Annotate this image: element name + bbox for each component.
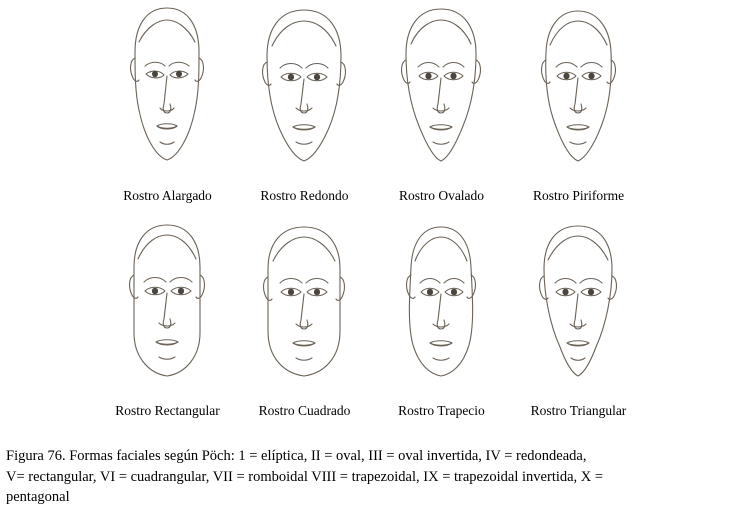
face-label: Rostro Alargado [123, 188, 212, 203]
face-drawing-round [236, 0, 373, 186]
face-label: Rostro Piriforme [532, 188, 625, 203]
face-label: Rostro Redondo [260, 188, 349, 203]
face-cell-rectangular [99, 215, 236, 430]
face-drawing-trapezoid [373, 215, 510, 401]
face-cell-round [236, 0, 373, 215]
face-label: Rostro Ovalado [398, 188, 485, 203]
caption-line-1: Figura 76. Formas faciales según Pöch: 1 = elíptica, II = oval, III = oval invertida, IV = redondeada, [6, 448, 587, 464]
face-cell-elongated [99, 0, 236, 215]
face-cell-oval [373, 0, 510, 215]
face-drawing-rectangular [99, 215, 236, 401]
face-drawing-oval [373, 0, 510, 186]
caption-line-3: pentagonal [6, 489, 70, 505]
caption-line-2: V= rectangular, VI = cuadrangular, VII = romboidal VIII = trapezoidal, IX = trapezoidal invertida, X = [6, 468, 604, 485]
face-cell-triangular [510, 215, 647, 430]
face-label: Rostro Rectangular [115, 403, 220, 418]
face-cell-piriform [510, 0, 647, 215]
face-drawing-triangular [510, 215, 647, 401]
face-row-2 [0, 215, 746, 430]
face-drawing-piriform [510, 0, 647, 186]
face-label: Rostro Trapecio [398, 403, 485, 418]
face-label: Rostro Triangular [530, 403, 627, 418]
face-drawing-elongated [99, 0, 236, 186]
face-row-1 [0, 0, 746, 215]
figure-caption [6, 446, 736, 508]
face-label: Rostro Cuadrado [258, 403, 351, 418]
face-drawing-square [236, 215, 373, 401]
face-cell-trapezoid [373, 215, 510, 430]
face-cell-square [236, 215, 373, 430]
